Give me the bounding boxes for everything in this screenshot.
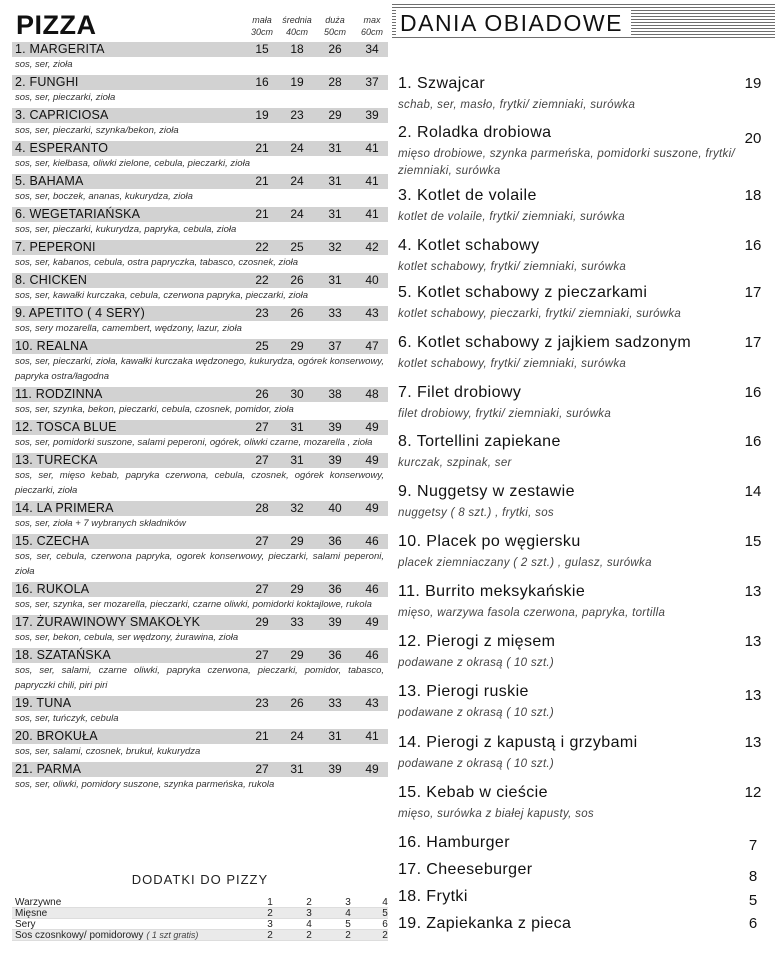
- pizza-item-bar: [12, 339, 388, 354]
- pizza-item: [12, 501, 388, 531]
- pizza-price: 18: [290, 42, 304, 56]
- dinner-name: 11. Burrito meksykańskie: [398, 583, 586, 600]
- dinner-price: 16: [744, 433, 762, 450]
- pizza-price: 27: [255, 582, 269, 596]
- extras-price: 2: [267, 930, 273, 941]
- pizza-item: [12, 339, 388, 384]
- dinner-name: 14. Pierogi z kapustą i grzybami: [398, 734, 638, 751]
- pizza-ingredients: sos, ser, salami, czarne oliwki, papryka czerwona, pieczarki, pomidor, tabasco, papryczki chili, piri piri: [15, 665, 384, 691]
- pizza-price: 28: [255, 501, 269, 515]
- pizza-item-bar: [12, 207, 388, 222]
- dinner-description: filet drobiowy, frytki/ ziemniaki, surówka: [398, 408, 612, 420]
- size-column-header: duża 50cm: [323, 15, 346, 37]
- extras-price: 4: [382, 897, 388, 908]
- pizza-item: [12, 582, 388, 612]
- dinner-name: 7. Filet drobiowy: [398, 384, 522, 401]
- size-column-header: mała 30cm: [250, 15, 273, 37]
- pizza-item: [12, 240, 388, 270]
- pizza-price: 49: [365, 501, 379, 515]
- pizza-ingredients: sos, ser, kawałki kurczaka, cebula, czerwona papryka, pieczarki, zioła: [15, 290, 309, 301]
- dinner-name: 4. Kotlet schabowy: [398, 237, 540, 254]
- dinner-name: 16. Hamburger: [398, 834, 510, 851]
- pizza-price: 38: [328, 387, 342, 401]
- pizza-price: 31: [328, 174, 342, 188]
- dinner-name: 6. Kotlet schabowy z jajkiem sadzonym: [398, 334, 692, 351]
- pizza-item: [12, 174, 388, 204]
- extras-row: [12, 919, 388, 930]
- pizza-ingredients: sos, ser, szynka, bekon, pieczarki, cebula, czosnek, pomidor, zioła: [15, 404, 294, 415]
- pizza-ingredients: sos, ser, pomidorki suszone, salami peperoni, ogórek, oliwki czarne, mozarella , zioła: [15, 437, 373, 448]
- extras-row: [12, 930, 388, 941]
- extras-title: DODATKI DO PIZZY: [131, 872, 269, 887]
- pizza-price: 36: [328, 582, 342, 596]
- dinner-price: 6: [748, 915, 758, 932]
- extras-price: 3: [267, 919, 273, 930]
- pizza-item: [12, 207, 388, 237]
- pizza-ingredients: sos, ser, pieczarki, zioła, kawałki kurczaka wędzonego, kukurydza, ogórek konserwowy, papryka ostra/łagodna: [15, 356, 384, 382]
- pizza-price: 25: [290, 240, 304, 254]
- pizza-price: 41: [365, 207, 379, 221]
- pizza-ingredients: sos, sery mozarella, camembert, wędzony, lazur, zioła: [15, 323, 242, 334]
- pizza-price: 15: [255, 42, 269, 56]
- pizza-price: 27: [255, 534, 269, 548]
- pizza-item-bar: [12, 240, 388, 255]
- dinner-price: 15: [744, 533, 762, 550]
- dinner-name: 8. Tortellini zapiekane: [398, 433, 561, 450]
- pizza-price: 36: [328, 534, 342, 548]
- pizza-item: [12, 306, 388, 336]
- pizza-price: 48: [365, 387, 379, 401]
- dinner-item: [398, 186, 768, 226]
- pizza-item: [12, 108, 388, 138]
- pizza-item-bar: [12, 582, 388, 597]
- pizza-item: [12, 387, 388, 417]
- pizza-ingredients: sos, ser, salami, czosnek, brukuł, kukurydza: [15, 746, 201, 757]
- pizza-price: 46: [365, 534, 379, 548]
- pizza-price: 39: [328, 453, 342, 467]
- pizza-item: [12, 648, 388, 693]
- pizza-price: 24: [290, 729, 304, 743]
- dinner-price: 17: [744, 334, 762, 351]
- pizza-name: 19. TUNA: [15, 696, 72, 710]
- dinner-item: [398, 74, 768, 114]
- dinner-item: [398, 482, 768, 522]
- extras-row: [12, 897, 388, 908]
- pizza-name: 14. LA PRIMERA: [15, 501, 114, 515]
- dinner-description: kotlet schabowy, frytki/ ziemniaki, surówka: [398, 261, 627, 273]
- pizza-name: 4. ESPERANTO: [15, 141, 109, 155]
- pizza-price: 33: [328, 306, 342, 320]
- dinner-description: podawane z okrasą ( 10 szt.): [398, 758, 555, 770]
- pizza-item: [12, 696, 388, 726]
- pizza-name: 18. SZATAŃSKA: [15, 648, 111, 662]
- extras-price: 3: [306, 908, 312, 919]
- pizza-price: 41: [365, 729, 379, 743]
- pizza-item-bar: [12, 141, 388, 156]
- pizza-name: 3. CAPRICIOSA: [15, 108, 109, 122]
- pizza-price: 47: [365, 339, 379, 353]
- pizza-price: 29: [328, 108, 342, 122]
- pizza-item: [12, 141, 388, 171]
- pizza-price: 40: [365, 273, 379, 287]
- extras-price: 4: [345, 908, 351, 919]
- pizza-name: 12. TOSCA BLUE: [15, 420, 117, 434]
- pizza-ingredients: sos, ser, oliwki, pomidory suszone, szynka parmeńska, rukola: [15, 779, 275, 790]
- pizza-price: 28: [328, 75, 342, 89]
- pizza-price: 31: [328, 273, 342, 287]
- pizza-ingredients: sos, ser, pieczarki, szynka/bekon, zioła: [15, 125, 179, 136]
- extras-name: Mięsne: [15, 908, 48, 919]
- pizza-price: 26: [290, 696, 304, 710]
- dinner-price: 13: [744, 687, 762, 704]
- pizza-extras: [12, 872, 388, 941]
- pizza-name: 13. TURECKA: [15, 453, 98, 467]
- pizza-item: [12, 420, 388, 450]
- pizza-ingredients: sos, ser, tuńczyk, cebula: [15, 713, 119, 724]
- dinner-name: 13. Pierogi ruskie: [398, 683, 529, 700]
- pizza-price: 29: [290, 648, 304, 662]
- dinner-description: mięso, warzywa fasola czerwona, papryka, tortilla: [398, 607, 666, 619]
- dinner-item: [398, 733, 768, 773]
- dinner-item: [398, 432, 768, 472]
- pizza-item-bar: [12, 648, 388, 663]
- pizza-price: 49: [365, 420, 379, 434]
- pizza-item-bar: [12, 387, 388, 402]
- pizza-name: 1. MARGERITA: [15, 42, 105, 56]
- pizza-item: [12, 42, 388, 72]
- pizza-price: 31: [328, 141, 342, 155]
- pizza-price: 22: [255, 240, 269, 254]
- extras-name: Sery: [15, 919, 36, 930]
- dinner-description: placek ziemniaczany ( 2 szt.) , gulasz, surówka: [398, 557, 652, 569]
- pizza-ingredients: sos, ser, cebula, czerwona papryka, ogorek konserwowy, pieczarki, salami peperoni, zioła: [15, 551, 384, 577]
- dinner-price: 13: [744, 734, 762, 751]
- pizza-price: 31: [290, 420, 304, 434]
- pizza-name: 10. REALNA: [15, 339, 88, 353]
- pizza-ingredients: sos, ser, mięso kebab, papryka czerwona, cebula, czosnek, ogórek konserwowy, pieczarki, zioła: [15, 470, 384, 496]
- pizza-item-bar: [12, 420, 388, 435]
- size-column-header: średnia 40cm: [282, 15, 312, 37]
- pizza-price: 21: [255, 729, 269, 743]
- dinner-price: 13: [744, 583, 762, 600]
- dinner-description: mięso, surówka z białej kapusty, sos: [398, 808, 594, 820]
- pizza-ingredients: sos, ser, pieczarki, kukurydza, papryka, cebula, zioła: [15, 224, 237, 235]
- pizza-price: 27: [255, 648, 269, 662]
- pizza-price: 31: [290, 453, 304, 467]
- size-column-header: max 60cm: [360, 15, 383, 37]
- dinner-description: kurczak, szpinak, ser: [398, 457, 512, 469]
- extras-price: 2: [267, 908, 273, 919]
- pizza-ingredients: sos, ser, zioła + 7 wybranych składników: [15, 518, 186, 529]
- extras-price: 2: [306, 897, 312, 908]
- dinner-item: [398, 914, 768, 934]
- dinner-item: [398, 887, 768, 907]
- pizza-price: 27: [255, 420, 269, 434]
- dinner-price: 13: [744, 633, 762, 650]
- pizza-item: [12, 534, 388, 579]
- pizza-price: 24: [290, 141, 304, 155]
- pizza-price: 46: [365, 648, 379, 662]
- dinner-description: kotlet schabowy, frytki/ ziemniaki, surówka: [398, 358, 627, 370]
- extras-list: [12, 897, 388, 941]
- pizza-price: 25: [255, 339, 269, 353]
- pizza-price: 26: [290, 273, 304, 287]
- pizza-menu: [12, 6, 388, 795]
- pizza-item-bar: [12, 273, 388, 288]
- pizza-item: [12, 453, 388, 498]
- dinner-item: [398, 236, 768, 276]
- pizza-list: [12, 42, 388, 792]
- dinner-item: [398, 833, 768, 853]
- dinner-item: [398, 333, 768, 373]
- pizza-name: 2. FUNGHI: [15, 75, 79, 89]
- dinner-item: [398, 632, 768, 672]
- dinner-price: 20: [744, 130, 762, 147]
- pizza-ingredients: sos, ser, szynka, ser mozarella, pieczarki, czarne oliwki, pomidorki koktajlowe, rukola: [15, 599, 372, 610]
- pizza-price: 49: [365, 615, 379, 629]
- pizza-price: 23: [255, 306, 269, 320]
- pizza-price: 36: [328, 648, 342, 662]
- pizza-price: 46: [365, 582, 379, 596]
- dinner-name: 19. Zapiekanka z pieca: [398, 915, 572, 932]
- pizza-price: 21: [255, 174, 269, 188]
- pizza-item-bar: [12, 306, 388, 321]
- pizza-name: 11. RODZINNA: [15, 387, 103, 401]
- pizza-price: 26: [255, 387, 269, 401]
- pizza-price: 40: [328, 501, 342, 515]
- pizza-price: 31: [290, 762, 304, 776]
- dinner-price: 8: [748, 868, 758, 885]
- dinner-item: [398, 783, 768, 823]
- dinner-price: 19: [744, 75, 762, 92]
- dinner-name: 2. Roladka drobiowa: [398, 124, 552, 141]
- dinner-description: podawane z okrasą ( 10 szt.): [398, 707, 555, 719]
- pizza-price: 33: [290, 615, 304, 629]
- pizza-price: 22: [255, 273, 269, 287]
- pizza-name: 20. BROKUŁA: [15, 729, 98, 743]
- pizza-item-bar: [12, 534, 388, 549]
- pizza-price: 26: [328, 42, 342, 56]
- pizza-item-bar: [12, 615, 388, 630]
- pizza-item: [12, 615, 388, 645]
- dinner-price: 16: [744, 384, 762, 401]
- dinner-description: podawane z okrasą ( 10 szt.): [398, 657, 555, 669]
- pizza-name: 6. WEGETARIAŃSKA: [15, 207, 141, 221]
- dinner-description: kotlet de volaile, frytki/ ziemniaki, surówka: [398, 211, 625, 223]
- pizza-name: 5. BAHAMA: [15, 174, 84, 188]
- dinner-price: 16: [744, 237, 762, 254]
- pizza-price: 31: [328, 729, 342, 743]
- extras-price: 4: [306, 919, 312, 930]
- pizza-price: 41: [365, 174, 379, 188]
- pizza-price: 39: [328, 420, 342, 434]
- dinner-description: nuggetsy ( 8 szt.) , frytki, sos: [398, 507, 554, 519]
- dinner-title: DANIA OBIADOWE: [396, 10, 631, 37]
- dinner-item: [398, 123, 768, 180]
- pizza-price: 24: [290, 207, 304, 221]
- dinner-item: [398, 283, 768, 323]
- pizza-price: 21: [255, 141, 269, 155]
- pizza-ingredients: sos, ser, pieczarki, zioła: [15, 92, 116, 103]
- pizza-price: 29: [290, 339, 304, 353]
- pizza-price: 29: [255, 615, 269, 629]
- pizza-ingredients: sos, ser, kiełbasa, oliwki zielone, cebula, pieczarki, zioła: [15, 158, 250, 169]
- dinner-menu: [392, 0, 775, 960]
- extras-name: Warzywne: [15, 897, 62, 908]
- pizza-item: [12, 762, 388, 792]
- dinner-price: 14: [744, 483, 762, 500]
- pizza-header: [12, 6, 388, 42]
- pizza-item-bar: [12, 729, 388, 744]
- pizza-item-bar: [12, 501, 388, 516]
- pizza-item-bar: [12, 453, 388, 468]
- pizza-name: 15. CZECHA: [15, 534, 90, 548]
- dinner-name: 15. Kebab w cieście: [398, 784, 548, 801]
- dinner-description: kotlet schabowy, pieczarki, frytki/ ziemniaki, surówka: [398, 308, 682, 320]
- pizza-price: 29: [290, 534, 304, 548]
- pizza-price: 21: [255, 207, 269, 221]
- pizza-price: 39: [328, 762, 342, 776]
- pizza-price: 19: [290, 75, 304, 89]
- dinner-name: 1. Szwajcar: [398, 75, 486, 92]
- pizza-price: 39: [328, 615, 342, 629]
- extras-price: 1: [267, 897, 273, 908]
- pizza-price: 49: [365, 762, 379, 776]
- extras-name: Sos czosnkowy/ pomidorowy ( 1 szt gratis): [15, 930, 199, 941]
- dinner-name: 3. Kotlet de volaile: [398, 187, 537, 204]
- dinner-price: 7: [748, 837, 758, 854]
- pizza-price: 39: [365, 108, 379, 122]
- extras-price: 2: [382, 930, 388, 941]
- dinner-name: 18. Frytki: [398, 888, 468, 905]
- pizza-price: 43: [365, 306, 379, 320]
- pizza-item: [12, 729, 388, 759]
- extras-price: 5: [345, 919, 351, 930]
- extras-note: ( 1 szt gratis): [146, 930, 199, 940]
- pizza-item: [12, 273, 388, 303]
- pizza-price: 32: [328, 240, 342, 254]
- dinner-name: 9. Nuggetsy w zestawie: [398, 483, 575, 500]
- dinner-name: 17. Cheeseburger: [398, 861, 533, 878]
- dinner-name: 5. Kotlet schabowy z pieczarkami: [398, 284, 648, 301]
- pizza-name: 8. CHICKEN: [15, 273, 88, 287]
- pizza-item: [12, 75, 388, 105]
- dinner-name: 10. Placek po węgiersku: [398, 533, 581, 550]
- pizza-price: 31: [328, 207, 342, 221]
- dinner-item: [398, 383, 768, 423]
- extras-row: [12, 908, 388, 919]
- pizza-item-bar: [12, 696, 388, 711]
- pizza-ingredients: sos, ser, zioła: [15, 59, 73, 70]
- pizza-item-bar: [12, 174, 388, 189]
- dinner-item: [398, 860, 768, 885]
- pizza-price: 27: [255, 453, 269, 467]
- pizza-price: 30: [290, 387, 304, 401]
- dinner-price: 18: [744, 187, 762, 204]
- pizza-ingredients: sos, ser, kabanos, cebula, ostra papryczka, tabasco, czosnek, zioła: [15, 257, 299, 268]
- dinner-name: 12. Pierogi z mięsem: [398, 633, 556, 650]
- pizza-price: 26: [290, 306, 304, 320]
- pizza-price: 16: [255, 75, 269, 89]
- dinner-price: 17: [744, 284, 762, 301]
- extras-price: 2: [306, 930, 312, 941]
- extras-price: 3: [345, 897, 351, 908]
- dinner-description: schab, ser, masło, frytki/ ziemniaki, surówka: [398, 99, 636, 111]
- pizza-price: 43: [365, 696, 379, 710]
- dinner-description: mięso drobiowe, szynka parmeńska, pomidorki suszone, frytki/ ziemniaki, surówka: [398, 148, 735, 177]
- pizza-price: 23: [290, 108, 304, 122]
- pizza-price: 49: [365, 453, 379, 467]
- extras-price: 6: [382, 919, 388, 930]
- pizza-title: PIZZA: [16, 10, 97, 40]
- dinner-item: [398, 582, 768, 622]
- pizza-price: 19: [255, 108, 269, 122]
- pizza-price: 29: [290, 582, 304, 596]
- pizza-ingredients: sos, ser, boczek, ananas, kukurydza, zioła: [15, 191, 193, 202]
- extras-price: 2: [345, 930, 351, 941]
- pizza-name: 21. PARMA: [15, 762, 82, 776]
- pizza-price: 33: [328, 696, 342, 710]
- pizza-price: 42: [365, 240, 379, 254]
- dinner-price: 5: [748, 892, 758, 909]
- pizza-price: 41: [365, 141, 379, 155]
- pizza-price: 32: [290, 501, 304, 515]
- extras-price: 5: [382, 908, 388, 919]
- pizza-name: 17. ŻURAWINOWY SMAKOŁYK: [15, 615, 201, 629]
- pizza-name: 7. PEPERONI: [15, 240, 96, 254]
- pizza-item-bar: [12, 75, 388, 90]
- pizza-price: 23: [255, 696, 269, 710]
- pizza-item-bar: [12, 762, 388, 777]
- pizza-item-bar: [12, 42, 388, 57]
- pizza-name: 16. RUKOLA: [15, 582, 90, 596]
- pizza-price: 37: [365, 75, 379, 89]
- pizza-ingredients: sos, ser, bekon, cebula, ser wędzony, żurawina, zioła: [15, 632, 239, 643]
- dinner-item: [398, 682, 768, 722]
- pizza-item-bar: [12, 108, 388, 123]
- pizza-price: 24: [290, 174, 304, 188]
- dinner-price: 12: [744, 784, 762, 801]
- pizza-price: 27: [255, 762, 269, 776]
- pizza-name: 9. APETITO ( 4 SERY): [15, 306, 145, 320]
- pizza-price: 34: [365, 42, 379, 56]
- pizza-price: 37: [328, 339, 342, 353]
- dinner-item: [398, 532, 768, 572]
